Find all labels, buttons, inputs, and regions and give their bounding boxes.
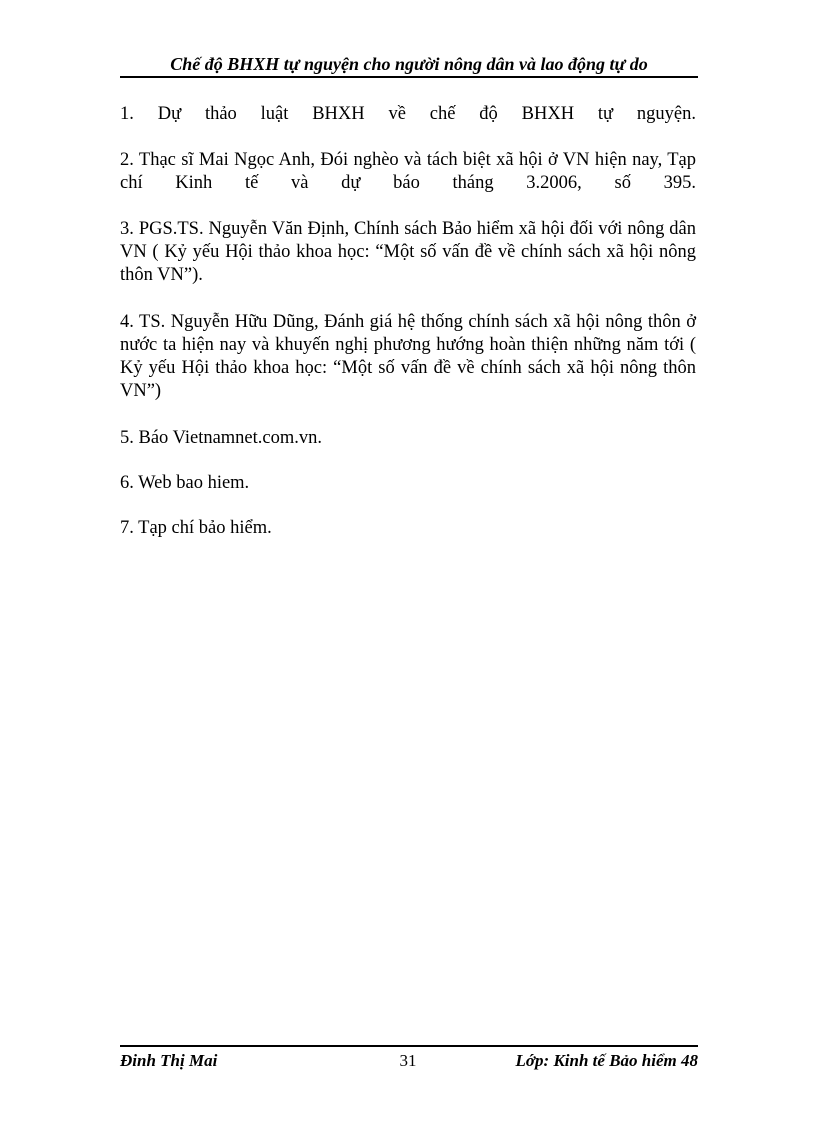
footer-class-name: Lớp: Kinh tế Bảo hiểm 48 xyxy=(515,1051,698,1070)
footer-divider xyxy=(120,1045,698,1047)
page-number: 31 xyxy=(399,1051,417,1070)
reference-item-2: 2. Thạc sĩ Mai Ngọc Anh, Đói nghèo và tách biệt xã hội ở VN hiện nay, Tạp chí Kinh tế và dự báo tháng 3.2006, số 395. xyxy=(120,150,696,193)
reference-item-4: 4. TS. Nguyễn Hữu Dũng, Đánh giá hệ thống chính sách xã hội nông thôn ở nước ta hiện nay và khuyến nghị phương hướng hoàn thiện những năm tới ( Kỷ yếu Hội thảo khoa học: “Một số vấn đề về chính sách xã hội nông thôn VN”) xyxy=(120,312,696,401)
header-divider xyxy=(120,76,698,78)
footer-author: Đinh Thị Mai xyxy=(120,1051,218,1070)
reference-item-1: 1. Dự thảo luật BHXH về chế độ BHXH tự nguyện. xyxy=(120,104,696,124)
page-header-title: Chế độ BHXH tự nguyện cho người nông dân và lao động tự do xyxy=(170,54,648,74)
reference-item-7: 7. Tạp chí bảo hiểm. xyxy=(120,518,272,538)
reference-item-6: 6. Web bao hiem. xyxy=(120,473,250,493)
reference-item-5: 5. Báo Vietnamnet.com.vn. xyxy=(120,428,323,448)
reference-item-3: 3. PGS.TS. Nguyễn Văn Định, Chính sách Bảo hiểm xã hội đối với nông dân VN ( Kỷ yếu Hội thảo khoa học: “Một số vấn đề về chính sách xã hội nông thôn VN”). xyxy=(120,219,696,285)
